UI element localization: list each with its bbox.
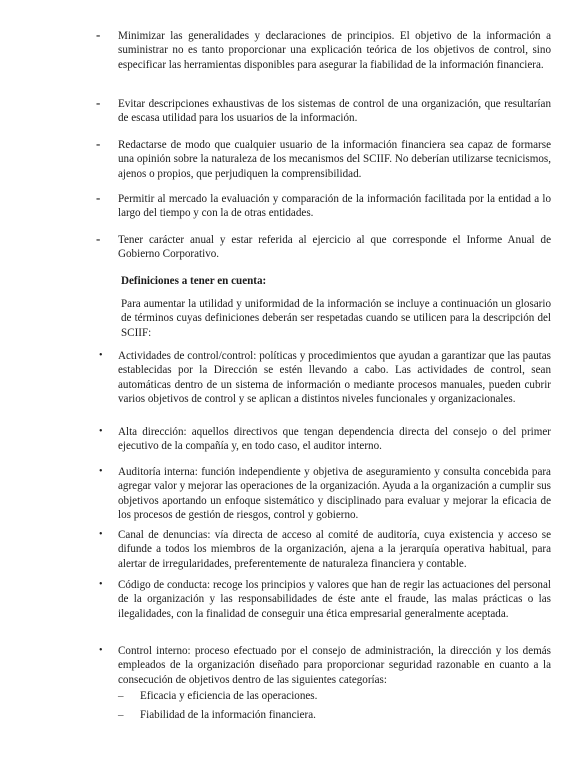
glossary-item	[99, 465, 551, 523]
dash-marker: -	[96, 231, 101, 246]
sub-dash-marker: –	[118, 709, 124, 721]
dash-list-item	[96, 136, 551, 181]
intro-paragraph: Para aumentar la utilidad y uniformidad de la información se incluye a continuación un glosario de términos cuyas definiciones deberán ser respetadas cuando se utilicen para la descripción del SCIIF:	[121, 298, 551, 339]
section-heading: Definiciones a tener en cuenta:	[121, 275, 267, 287]
bullet-marker: •	[99, 426, 103, 437]
dash-list-item	[96, 27, 551, 72]
glossary-text: Control interno: proceso efectuado por el consejo de administración, la dirección y los demás empleados de la organización diseñado para proporcionar seguridad razonable en cuanto a la consecución de objetivos dentro de las siguientes categorías:	[118, 645, 551, 686]
dash-list-item	[96, 95, 551, 126]
sub-item-text: Fiabilidad de la información financiera.	[140, 709, 316, 721]
bullet-marker: •	[99, 645, 103, 656]
dash-item-text: Evitar descripciones exhaustivas de los sistemas de control de una organización, que resultarían de escasa utilidad para los usuarios de la información.	[118, 98, 551, 125]
dash-item-text: Redactarse de modo que cualquier usuario de la información financiera sea capaz de formarse una opinión sobre la naturaleza de los mecanismos del SCIIF. No deberían utilizarse tecnicismos, ajenos o propios, que perjudiquen la comprensibilidad.	[118, 139, 551, 180]
glossary-text: Canal de denuncias: vía directa de acceso al comité de auditoría, cuya existencia y acceso se difunde a todos los miembros de la organización, ajena a la jerarquía operativa habitual, para alertar de irregularidades, preferentemente de naturaleza financiera y contable.	[118, 529, 551, 570]
dash-item-text: Tener carácter anual y estar referida al ejercicio al que corresponde el Informe Anual de Gobierno Corporativo.	[118, 234, 551, 261]
glossary-item	[99, 425, 551, 454]
dash-item-text: Minimizar las generalidades y declaraciones de principios. El objetivo de la información a suministrar no es tanto proporcionar una explicación teórica de los objetivos de control, sino especificar las herramientas disponibles para asegurar la fiabilidad de la información financiera.	[118, 30, 551, 71]
bullet-marker: •	[99, 466, 103, 477]
sub-list-item	[118, 708, 540, 722]
bullet-marker: •	[99, 579, 103, 590]
bullet-marker: •	[99, 350, 103, 361]
sub-dash-marker: –	[118, 690, 124, 702]
glossary-text: Código de conducta: recoge los principios y valores que han de regir las actuaciones del personal de la organización y las responsabilidades de éste ante el fraude, las malas prácticas o las ilegalidades, con la finalidad de conseguir una ética empresarial generalmente aceptada.	[118, 579, 551, 620]
sub-item-text: Eficacia y eficiencia de las operaciones.	[140, 690, 318, 702]
glossary-text: Actividades de control/control: políticas y procedimientos que ayudan a garantizar que las pautas establecidas por la Dirección se estén llevando a cabo. Las actividades de control, sean automáticas dentro de un sistema de información o mediante procesos manuales, pueden cubrir varios objetivos de control y se aplican a distintos niveles funcionales y organizacionales.	[118, 350, 551, 406]
dash-list-item	[96, 190, 551, 221]
dash-item-text: Permitir al mercado la evaluación y comparación de la información facilitada por la entidad a lo largo del tiempo y con la de otras entidades.	[118, 193, 551, 220]
dash-marker: -	[96, 27, 101, 42]
sub-list-item	[118, 689, 540, 703]
dash-marker: -	[96, 136, 101, 151]
bullet-marker: •	[99, 529, 103, 540]
dash-marker: -	[96, 190, 101, 205]
glossary-item	[99, 528, 551, 571]
glossary-item	[99, 349, 551, 407]
dash-marker: -	[96, 95, 101, 110]
glossary-text: Alta dirección: aquellos directivos que tengan dependencia directa del consejo o del primer ejecutivo de la compañía y, en todo caso, el auditor interno.	[118, 426, 551, 453]
glossary-item	[99, 578, 551, 621]
glossary-text: Auditoría interna: función independiente y objetiva de aseguramiento y consulta concebida para agregar valor y mejorar las operaciones de la organización. Ayuda a la organización a cumplir sus objetivos aportando un enfoque sistemático y disciplinado para evaluar y mejorar la eficacia de los procesos de gestión de riesgos, control y gobierno.	[118, 466, 551, 522]
glossary-item	[99, 644, 551, 687]
dash-list-item	[96, 231, 551, 262]
